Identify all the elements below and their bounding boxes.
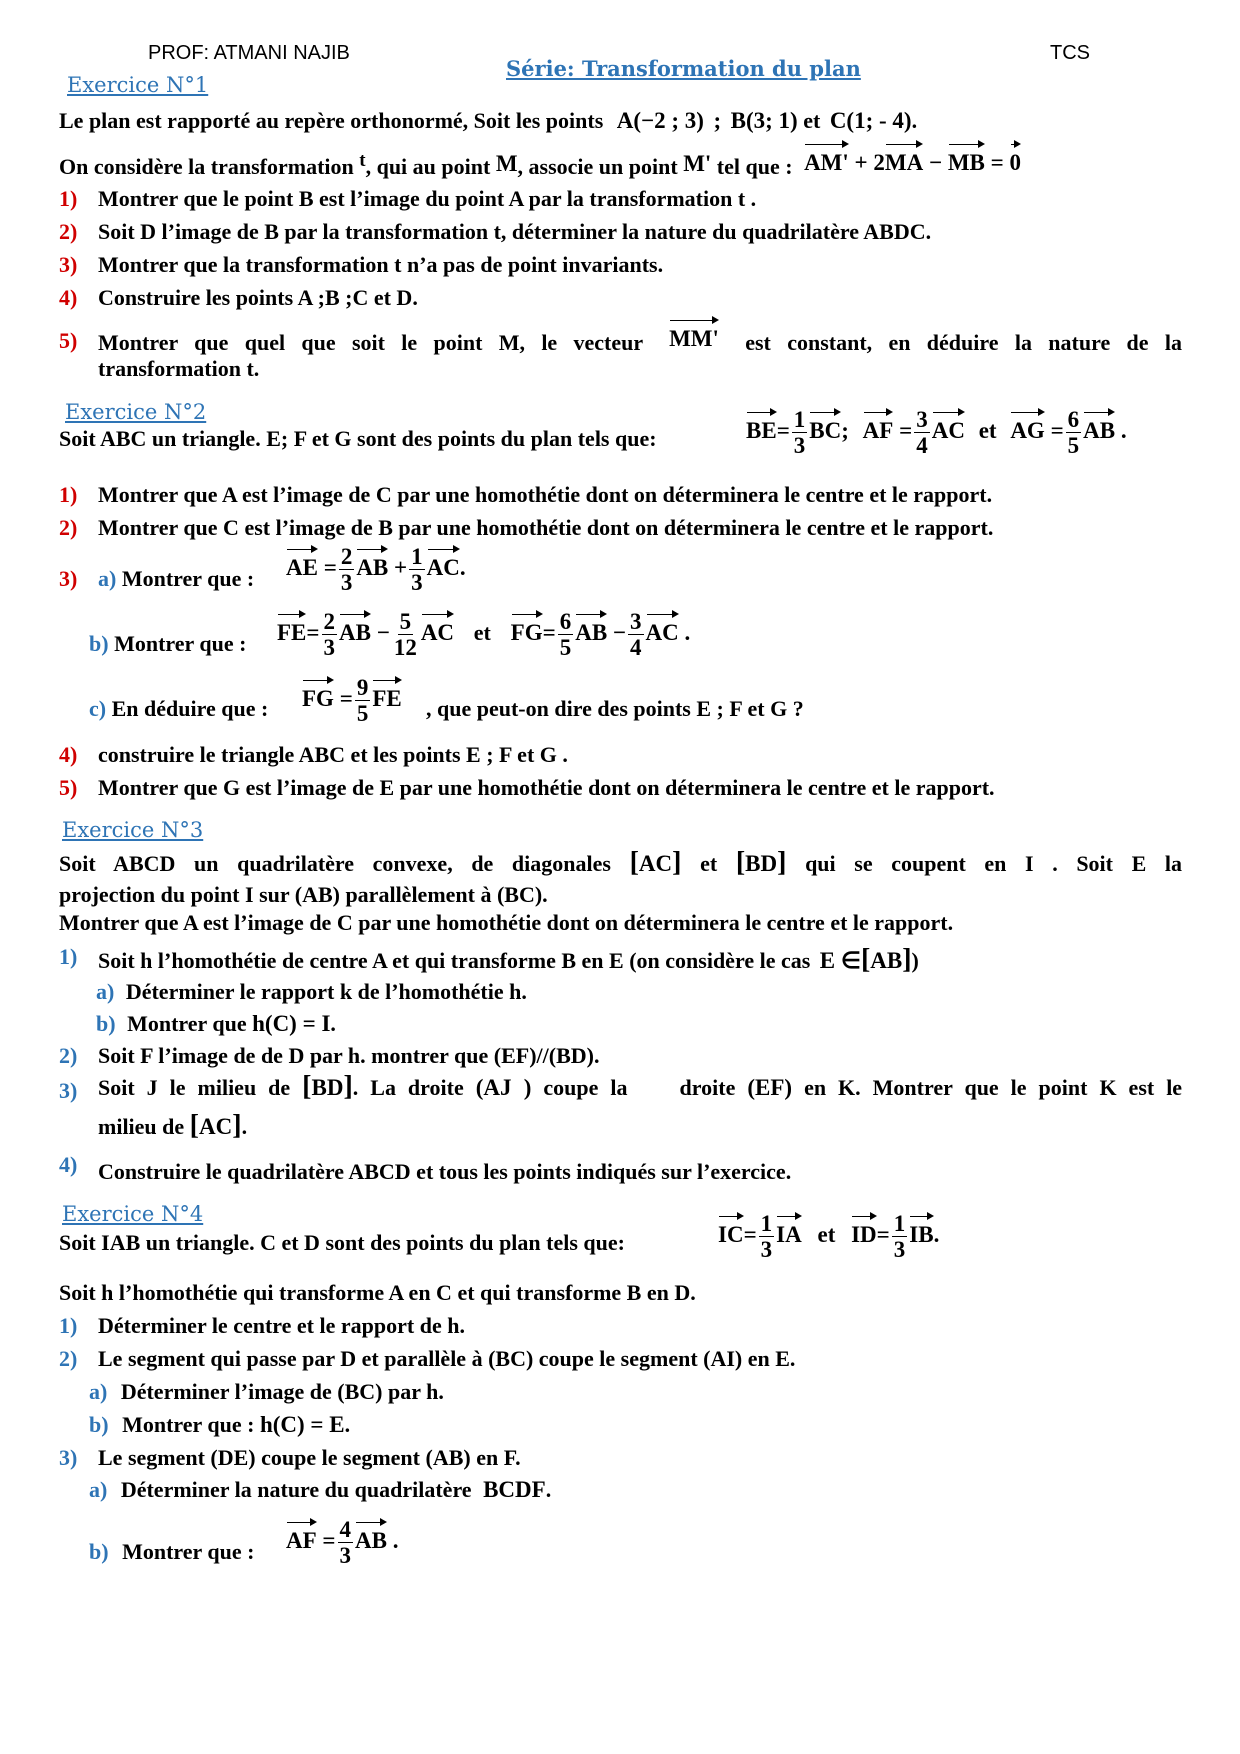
fraction-den: 3 [411,570,423,595]
ex4-q2a-letter: a) [89,1379,108,1404]
ex4-q3b-equation [286,1518,398,1567]
point-c: C(1; - 4) [829,108,912,133]
fraction-num: 3 [916,407,928,432]
eq-plus: + [394,554,408,580]
fraction-den: 4 [630,635,642,660]
ex4-q3-text: Le segment (DE) coupe le segment (AB) en F. [98,1445,521,1470]
fraction-num: 1 [793,407,806,432]
ex3-q1a-letter: a) [96,979,115,1004]
eq-minus: − [376,619,390,645]
period: . [392,1527,399,1553]
ex3-q1a-row [96,979,527,1005]
ex2-q2-number: 2) [59,515,78,540]
vector-zero: 0 [1010,142,1022,174]
vector-ab: AB [575,612,607,644]
conj-et: et [817,1221,836,1247]
vector-ae: AE [286,547,318,579]
fraction-num: 9 [356,675,369,700]
period: . [684,619,691,645]
transformation-t: t [359,150,366,171]
ex2-q5-text: Montrer que G est l’image de E par une homothétie dont on déterminera le centre et le rapport. [98,775,995,800]
ex3-q1-e-in: E ∈ [819,948,861,973]
ex4-q1-text: Déterminer le centre et le rapport de h. [98,1313,465,1338]
ex2-q3-number: 3) [59,566,78,591]
vector-fg: FG [302,678,334,710]
ex4-q3b-letter: b) [89,1539,109,1564]
eq-plus: + 2 [854,150,885,175]
ex2-q4-text: construire le triangle ABC et les points E ; F et G . [98,742,568,767]
ex2-q3a-text: Montrer que : [121,566,255,591]
ex2-q3a-label-row [98,566,254,592]
ex2-q3c-tail: , que peut-on dire des points E ; F et G ? [426,696,804,721]
ex2-q3c-text: En déduire que : [111,696,269,721]
ex1-intro2-d: tel que : [716,154,793,179]
fraction-den: 5 [1067,433,1080,458]
ex4-q2a-row [89,1379,444,1405]
fraction-den: 3 [340,570,353,595]
fraction-num: 1 [760,1211,773,1236]
ex1-q3-number: 3) [59,252,78,277]
eq-equals: = [339,685,353,711]
ex1-q2-text: Soit D l’image de B par la transformation t, déterminer la nature du quadrilatère ABDC. [98,219,932,244]
ex4-q3b-text: Montrer que : [122,1539,255,1564]
ex1-intro-line-2 [59,146,1021,180]
ex1-intro-text: Le plan est rapporté au repère orthonormé, Soit les points [59,108,604,133]
ex2-q3b-text: Montrer que : [114,631,247,656]
ex3-q4-number: 4) [59,1152,78,1177]
ex3-q3-f: milieu de [98,1114,185,1139]
ex2-definitions [746,408,1127,457]
vector-ac: AC [646,612,679,644]
vector-ab: AB [356,547,388,579]
ex2-q1-number: 1) [59,482,78,507]
prof-name: PROF: ATMANI NAJIB [148,42,350,64]
ex4-intro-text: Soit IAB un triangle. C et D sont des points du plan tels que: [59,1230,625,1255]
level-label: TCS [1050,42,1090,64]
fraction-num: 2 [340,544,353,569]
ex4-q2b-letter: b) [89,1412,109,1437]
ex1-q2-number: 2) [59,219,78,244]
eq-equals: = [743,1221,757,1247]
separator: ; [841,417,849,443]
ex2-q1-text: Montrer que A est l’image de C par une homothétie dont on déterminera le centre et le rapport. [98,482,993,507]
ex4-q3a-letter: a) [89,1477,108,1502]
fraction-den: 3 [793,433,806,458]
point-m: M [495,151,518,176]
page-title: Série: Transformation du plan [506,56,861,81]
ex2-intro-text: Soit ABC un triangle. E; F et G sont des points du plan tels que: [59,426,657,451]
ex3-q3-a: Soit J le milieu de [98,1075,291,1100]
eq-equals: = [876,1221,890,1247]
segment-bd: BD [311,1075,344,1100]
ex3-intro-b: qui se coupent en I . Soit E la [805,851,1183,876]
ex4-definitions [718,1212,939,1261]
vector-ma: MA [885,142,923,174]
ex4-q2b-row: b) Montrer que : h(C) = E. [89,1412,351,1437]
eq-equals: = [1050,417,1064,443]
ex3-q3-line-2: milieu de [AC]. [98,1110,248,1141]
ex1-equation [804,150,1021,175]
ex3-q2-a: Soit F [98,1043,153,1068]
ex1-q4-number: 4) [59,285,78,310]
ex3-q1a-text: Déterminer le rapport k de l’homothétie h. [125,979,527,1004]
ex1-q1-number: 1) [59,186,78,211]
fraction-num: 1 [893,1211,906,1236]
vector-ib: IB [909,1214,933,1246]
ex3-q4-text: Construire le quadrilatère ABCD et tous les points indiqués sur l’exercice. [98,1159,792,1184]
vector-ac: AC [421,612,454,644]
ex4-q2-number: 2) [59,1346,78,1371]
segment-ac: AC [199,1114,233,1139]
ex1-intro-line-1 [59,108,917,134]
eq-equals: = [990,150,1004,175]
ex1-q5-text-b: est constant, en déduire la nature de la [745,330,1182,355]
exercise-2-heading: Exercice N°2 [65,400,207,424]
ex4-q2b-math: h(C) = E [259,1412,345,1437]
ex1-q5-number: 5) [59,328,78,353]
ex3-q1b-math: h(C) = I [252,1011,331,1036]
eq-equals: = [323,554,337,580]
separator: ; [713,108,722,133]
ex1-q5-line-1 [98,322,1182,357]
ex1-intro2-c: , associe un point [517,154,678,179]
ex2-q3a-equation [286,545,466,594]
ex2-q3c-equation [302,676,402,725]
ex3-q3-c: coupe la [543,1075,628,1100]
ex3-q1b-text: Montrer que [127,1011,247,1036]
ex3-q3-e: en K. Montrer que le point K est le [804,1075,1183,1100]
line-ef: (EF) [747,1075,793,1100]
eq-equals: = [899,417,913,443]
fraction-num: 6 [559,609,572,634]
ex3-q3-number: 3) [59,1078,78,1103]
exercise-1-heading: Exercice N°1 [67,73,209,97]
fraction-den: 12 [393,635,417,660]
ex3-q1b-letter: b) [96,1011,116,1036]
vector-am-prime: AM' [804,142,849,174]
ex2-q3b-equation [277,610,690,659]
vector-ab: AB [339,612,371,644]
fraction-den: 3 [323,635,335,660]
conj-et: et [803,108,821,133]
point-b: B(3; 1) [730,108,798,133]
fraction-num: 2 [323,609,335,634]
ex4-line-2: Soit h l’homothétie qui transforme A en C et qui transforme B en D. [59,1280,696,1305]
ex2-q4-number: 4) [59,742,78,767]
fraction-num: 5 [399,609,412,634]
ex3-q1b-row: b) Montrer que h(C) = I. [96,1011,336,1036]
segment-ac: AC [638,851,673,876]
period: . [933,1221,940,1247]
ex1-intro2-b: , qui au point [365,154,491,179]
ex3-q2-row [98,1043,600,1069]
eq-minus: − [928,150,943,175]
vector-ab: AB [355,1520,387,1552]
vector-ab: AB [1083,410,1115,442]
period: . [1120,417,1127,443]
vector-ia: IA [776,1214,802,1246]
ex1-q3-text: Montrer que la transformation t n’a pas de point invariants. [98,252,664,277]
ex3-q2-b: l’image de de D par h. montrer que (EF)//(BD). [158,1043,600,1068]
line-aj: (AJ ) [475,1075,532,1100]
conj-et: et [473,619,491,645]
fraction-den: 4 [916,433,928,458]
vector-mb: MB [948,142,985,174]
fraction-num: 4 [339,1517,352,1542]
ex3-q1-text: Soit h l’homothétie de centre A et qui transforme B en E (on considère le cas [98,948,811,973]
ex4-q2-text: Le segment qui passe par D et parallèle à (BC) coupe le segment (AI) en E. [98,1346,796,1371]
fraction-num: 1 [411,544,423,569]
ex3-q1-row: Soit h l’homothétie de centre A et qui transforme B en E (on considère le cas E ∈[AB]) [98,944,919,975]
conj-et: et [978,417,997,443]
ex2-q3b-label-row [89,631,246,657]
exercise-4-heading: Exercice N°4 [62,1202,204,1226]
ex1-q5-text-a: Montrer que quel que soit le point M, le vecteur [98,330,643,355]
point-m-prime: M' [683,151,712,176]
ex1-intro2-a: On considère la transformation [59,154,354,179]
vector-ac: AC [427,547,460,579]
fraction-num: 3 [630,609,642,634]
ex3-q3-d: droite [679,1075,736,1100]
fraction-num: 6 [1067,407,1080,432]
ex1-q4-text: Construire les points A ;B ;C et D. [98,285,418,310]
fraction-den: 5 [559,635,572,660]
segment-ab: AB [870,948,903,973]
ex4-q3b-row [89,1539,254,1565]
ex3-intro-line-1: Soit ABCD un quadrilatère convexe, de diagonales [AC] et [BD] qui se coupent en I . Soit E la [59,847,1183,878]
ex3-intro-line-3: Montrer que A est l’image de C par une homothétie dont on déterminera le centre et le rapport. [59,910,954,935]
ex1-q1-text: Montrer que le point B est l’image du point A par la transformation t . [98,186,757,211]
close-paren: ) [911,948,919,973]
vector-fe: FE [277,612,306,644]
vector-fg: FG [511,612,543,644]
ex4-q1-number: 1) [59,1313,78,1338]
ex2-q2-text: Montrer que C est l’image de B par une homothétie dont on déterminera le centre et le rapport. [98,515,994,540]
fraction-den: 3 [339,1543,352,1568]
vector-id: ID [851,1214,877,1246]
fraction-den: 3 [760,1237,773,1262]
ex3-intro-a: Soit ABCD un quadrilatère convexe, de diagonales [59,851,611,876]
vector-fe: FE [372,678,401,710]
fraction-den: 5 [356,701,369,726]
period: . [459,554,466,580]
eq-equals: = [542,619,556,645]
vector-ic: IC [718,1214,744,1246]
vector-mm-prime: MM' [669,318,719,350]
vector-af: AF [286,1520,317,1552]
ex3-intro-line-2: projection du point I sur (AB) parallèlement à (BC). [59,882,548,907]
eq-equals: = [322,1527,336,1553]
ex2-q5-number: 5) [59,775,78,800]
quadrilateral-bcdf: BCDF [483,1477,546,1502]
ex3-q1-number: 1) [59,944,78,969]
ex2-q3a-letter: a) [98,566,117,591]
period: . [911,108,918,133]
vector-be: BE [746,410,777,442]
ex4-q3a-row: a) Déterminer la nature du quadrilatère BCDF. [89,1477,552,1502]
ex3-q3-b: . La droite [352,1075,464,1100]
ex2-q3b-letter: b) [89,631,109,656]
ex3-q3-line-1: Soit J le milieu de [BD]. La droite (AJ ) coupe la droite (EF) en K. Montrer que le point K est le [98,1071,1183,1102]
vector-ag: AG [1010,410,1045,442]
eq-minus: − [612,619,627,645]
ex2-q3c-letter: c) [89,696,107,721]
fraction-den: 3 [893,1237,906,1262]
vector-af: AF [863,410,894,442]
ex3-q2-number: 2) [59,1043,78,1068]
exercise-3-heading: Exercice N°3 [62,818,204,842]
ex4-q2a-text: Déterminer l’image de (BC) par h. [120,1379,444,1404]
eq-equals: = [306,619,320,645]
ex4-q2b-text: Montrer que : [122,1412,255,1437]
ex4-q3-number: 3) [59,1445,78,1470]
conj-et: et [700,851,718,876]
ex2-q3c-label-row [89,696,268,722]
eq-equals: = [776,417,790,443]
point-a: A(−2 ; 3) [616,108,704,133]
vector-ac: AC [932,410,965,442]
segment-bd: BD [745,851,778,876]
ex1-q5-line-2: transformation t. [98,356,260,381]
ex4-q3a-text: Déterminer la nature du quadrilatère [120,1477,472,1502]
vector-bc: BC [809,410,841,442]
